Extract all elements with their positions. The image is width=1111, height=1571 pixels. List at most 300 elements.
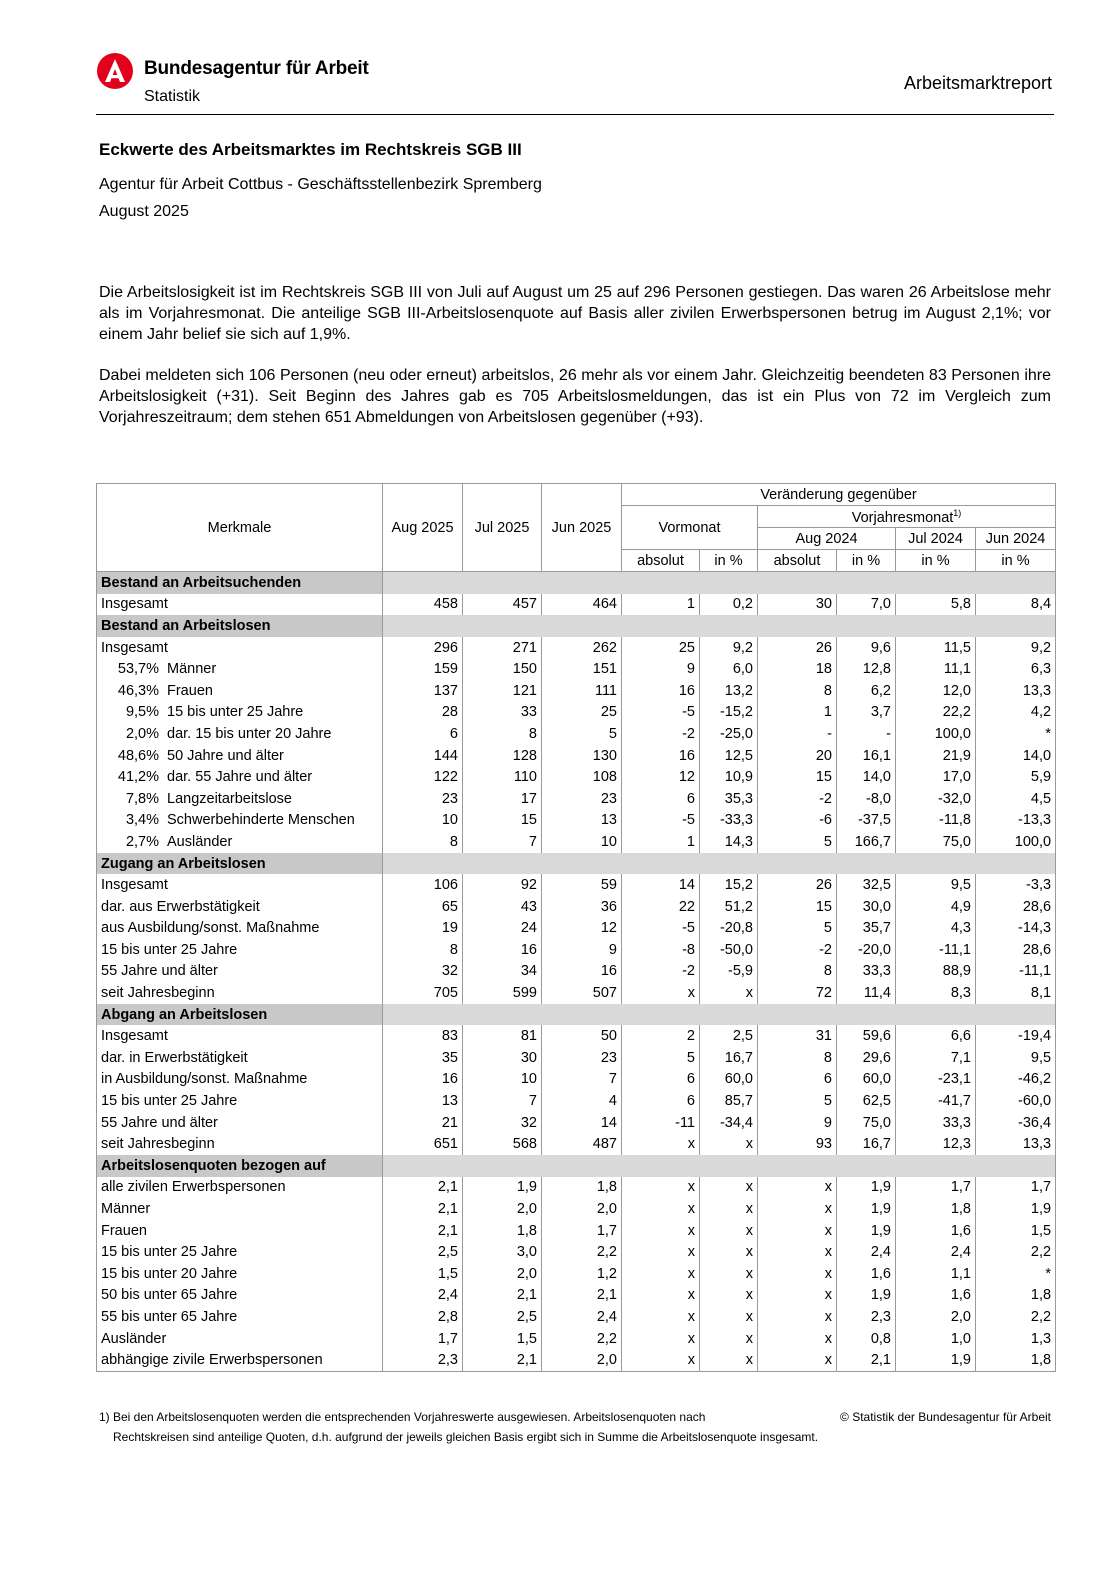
value-cell: 3,0 [463,1241,542,1263]
value-cell: 16 [542,961,622,983]
value-cell: 1,9 [837,1177,896,1199]
table-row [97,961,1056,983]
value-cell: -13,3 [976,810,1056,832]
row-label-cell [97,1047,383,1069]
value-cell: * [976,1263,1056,1285]
value-cell: 50 [542,1025,622,1047]
value-cell: 13 [383,1090,463,1112]
section-label: Zugang an Arbeitslosen [97,853,383,875]
value-cell: -6 [758,810,837,832]
value-cell: 22 [622,896,700,918]
table-row [97,680,1056,702]
value-cell: 9,2 [700,637,758,659]
col-header-veraenderung: Veränderung gegenüber [622,484,1056,506]
value-cell: -33,3 [700,810,758,832]
table-body [97,572,1056,1372]
value-cell: 24 [463,918,542,940]
value-cell: 20 [758,745,837,767]
value-cell: 13,3 [976,680,1056,702]
row-label: seit Jahresbeginn [101,1136,215,1153]
value-cell: -11,1 [896,939,976,961]
row-label-cell [97,810,383,832]
value-cell: 1,3 [976,1328,1056,1350]
value-cell: 2,3 [383,1349,463,1371]
value-cell: -32,0 [896,788,976,810]
row-label-cell [97,766,383,788]
col-header-vormonat-absolut: absolut [622,550,700,572]
value-cell: 6 [758,1069,837,1091]
value-cell: 4,3 [896,918,976,940]
value-cell: 75,0 [837,1112,896,1134]
value-cell: 1,9 [837,1220,896,1242]
value-cell: 32 [383,961,463,983]
value-cell: 17,0 [896,766,976,788]
value-cell: 93 [758,1133,837,1155]
section-row [97,615,1056,637]
row-label: 15 bis unter 20 Jahre [101,1265,238,1282]
value-cell: -11 [622,1112,700,1134]
value-cell: 5 [542,723,622,745]
col-header-merkmale: Merkmale [97,484,383,572]
value-cell: 32,5 [837,874,896,896]
value-cell: 4 [542,1090,622,1112]
value-cell: 10,9 [700,766,758,788]
table-row [97,1263,1056,1285]
value-cell: 88,9 [896,961,976,983]
value-cell: -25,0 [700,723,758,745]
section-label: Arbeitslosenquoten bezogen auf [97,1155,383,1177]
value-cell: x [700,1133,758,1155]
value-cell: 1,1 [896,1263,976,1285]
row-label: Insgesamt [101,1028,168,1045]
value-cell: 2,1 [383,1220,463,1242]
value-cell: 4,5 [976,788,1056,810]
section-row [97,853,1056,875]
value-cell: 15,2 [700,874,758,896]
row-label: 15 bis unter 25 Jahre [101,941,238,958]
row-label: Ausländer [167,833,233,850]
value-cell: x [700,1263,758,1285]
value-cell: 6 [622,1069,700,1091]
value-cell: 7 [463,831,542,853]
value-cell: 8 [463,723,542,745]
row-label-cell [97,918,383,940]
labor-market-table [96,483,1056,1372]
row-label: 15 bis unter 25 Jahre [167,704,304,721]
value-cell: 1,9 [976,1198,1056,1220]
value-cell: 29,6 [837,1047,896,1069]
row-label: Frauen [101,1222,147,1239]
value-cell: 16,7 [700,1047,758,1069]
row-label-cell [97,702,383,724]
section-row [97,1004,1056,1026]
col-header-jun2025: Jun 2025 [542,484,622,572]
value-cell: 2,0 [896,1306,976,1328]
table-row [97,594,1056,616]
row-label: Schwerbehinderte Menschen [167,812,355,829]
value-cell: 9,5 [896,874,976,896]
value-cell: x [758,1328,837,1350]
value-cell: 35,3 [700,788,758,810]
value-cell: 151 [542,658,622,680]
value-cell: 8,3 [896,982,976,1004]
value-cell: x [700,1285,758,1307]
value-cell: 2,0 [463,1263,542,1285]
value-cell: 6 [383,723,463,745]
row-label: Frauen [167,682,213,699]
value-cell: x [622,1220,700,1242]
table-row [97,1306,1056,1328]
value-cell: 2,4 [896,1241,976,1263]
value-cell: 1,9 [837,1285,896,1307]
value-cell: 8 [758,680,837,702]
value-cell: 13 [542,810,622,832]
value-cell: 108 [542,766,622,788]
value-cell: 4,9 [896,896,976,918]
value-cell: 30 [463,1047,542,1069]
value-cell: 35,7 [837,918,896,940]
row-label-cell [97,1090,383,1112]
value-cell: 17 [463,788,542,810]
table-row [97,1047,1056,1069]
row-share: 41,2% [117,769,159,786]
value-cell: 271 [463,637,542,659]
value-cell: 1 [622,831,700,853]
value-cell: x [622,1198,700,1220]
value-cell: 23 [542,788,622,810]
col-header-aug2024: Aug 2024 [758,528,896,550]
value-cell: 92 [463,874,542,896]
row-label-cell [97,1285,383,1307]
value-cell: 5 [758,1090,837,1112]
value-cell: 2,0 [542,1349,622,1371]
section-fill [383,572,1056,594]
value-cell: 2,2 [976,1241,1056,1263]
value-cell: 18 [758,658,837,680]
value-cell: 14,0 [837,766,896,788]
value-cell: x [700,1177,758,1199]
value-cell: 106 [383,874,463,896]
col-header-vorjahresmonat [758,506,1056,528]
row-label-cell [97,961,383,983]
value-cell: 1,7 [896,1177,976,1199]
table-row [97,1220,1056,1242]
value-cell: 9,6 [837,637,896,659]
value-cell: 83 [383,1025,463,1047]
value-cell: 2,1 [542,1285,622,1307]
row-share: 48,6% [117,747,159,764]
value-cell: 11,5 [896,637,976,659]
value-cell: x [758,1198,837,1220]
table-row [97,1328,1056,1350]
value-cell: 651 [383,1133,463,1155]
row-label: 55 Jahre und älter [101,963,218,980]
value-cell: 16 [383,1069,463,1091]
value-cell: 4,2 [976,702,1056,724]
value-cell: 1,7 [976,1177,1056,1199]
value-cell: -2 [758,939,837,961]
value-cell: -46,2 [976,1069,1056,1091]
row-share: 53,7% [117,661,159,678]
value-cell: 2,5 [463,1306,542,1328]
value-cell: x [622,1328,700,1350]
value-cell: 1 [622,594,700,616]
value-cell: 1,8 [976,1285,1056,1307]
value-cell: -8,0 [837,788,896,810]
value-cell: 9,2 [976,637,1056,659]
value-cell: 30 [758,594,837,616]
value-cell: 6,2 [837,680,896,702]
row-label-cell [97,896,383,918]
value-cell: 1,0 [896,1328,976,1350]
row-label-cell [97,1198,383,1220]
value-cell: 3,7 [837,702,896,724]
row-label: alle zivilen Erwerbspersonen [101,1179,286,1196]
value-cell: 9,5 [976,1047,1056,1069]
table-row [97,745,1056,767]
value-cell: 12,3 [896,1133,976,1155]
value-cell: 705 [383,982,463,1004]
value-cell: 14,3 [700,831,758,853]
value-cell: -20,0 [837,939,896,961]
value-cell: 487 [542,1133,622,1155]
value-cell: 36 [542,896,622,918]
value-cell: 2,0 [542,1198,622,1220]
row-label: Insgesamt [101,639,168,656]
value-cell: 7 [463,1090,542,1112]
value-cell: * [976,723,1056,745]
table-row [97,831,1056,853]
value-cell: 6,6 [896,1025,976,1047]
table-header [97,484,1056,572]
row-label: 55 bis unter 65 Jahre [101,1308,238,1325]
value-cell: 13,3 [976,1133,1056,1155]
value-cell: 568 [463,1133,542,1155]
value-cell: 51,2 [700,896,758,918]
value-cell: -2 [622,723,700,745]
value-cell: 59,6 [837,1025,896,1047]
value-cell: 6 [622,1090,700,1112]
row-label-cell [97,658,383,680]
row-label-cell [97,1220,383,1242]
table-row [97,1025,1056,1047]
row-label-cell [97,1263,383,1285]
summary-paragraph-2: Dabei meldeten sich 106 Personen (neu oder erneut) arbeitslos, 26 mehr als vor einem Jahr. Gleichzeitig beendeten 83 Personen ihre Arbeitslosigkeit (+31). Seit Beginn des Jahres gab es 705 Arbeitslosmeldungen, das ist ein Plus von 72 im Vergleich zum Vorjahreszeitraum; dem stehen 651 Abmeldungen von Arbeitslosen gegenüber (+93). [99,367,1051,426]
value-cell: x [700,982,758,1004]
value-cell: x [622,1133,700,1155]
row-label: Insgesamt [101,877,168,894]
value-cell: -37,5 [837,810,896,832]
value-cell: x [700,1241,758,1263]
value-cell: x [622,1306,700,1328]
value-cell: 10 [383,810,463,832]
row-share: 3,4% [125,812,159,829]
table-row [97,637,1056,659]
value-cell: x [758,1349,837,1371]
page-header [96,48,1054,115]
value-cell: 100,0 [976,831,1056,853]
footnote-marker: 1) [953,507,962,518]
brand-name: Bundesagentur für Arbeit [144,58,369,79]
value-cell: -23,1 [896,1069,976,1091]
value-cell: 144 [383,745,463,767]
value-cell: 2 [622,1025,700,1047]
value-cell: 65 [383,896,463,918]
value-cell: 166,7 [837,831,896,853]
table-row [97,1177,1056,1199]
value-cell: x [758,1263,837,1285]
value-cell: 5,8 [896,594,976,616]
page-title: Eckwerte des Arbeitsmarktes im Rechtskreis SGB III [99,140,522,159]
value-cell: 122 [383,766,463,788]
region-subtitle: Agentur für Arbeit Cottbus - Geschäftsstellenbezirk Spremberg [99,176,542,193]
row-label-cell [97,1069,383,1091]
row-label: dar. 15 bis unter 20 Jahre [167,725,332,742]
value-cell: 22,2 [896,702,976,724]
value-cell: 6,3 [976,658,1056,680]
value-cell: 1,9 [463,1177,542,1199]
row-label: Langzeitarbeitslose [167,790,292,807]
value-cell: 464 [542,594,622,616]
value-cell: 296 [383,637,463,659]
value-cell: 2,1 [383,1177,463,1199]
row-label-cell [97,680,383,702]
value-cell: 8,4 [976,594,1056,616]
row-label: in Ausbildung/sonst. Maßnahme [101,1071,308,1088]
value-cell: 25 [622,637,700,659]
value-cell: 8 [758,1047,837,1069]
row-label: 15 bis unter 25 Jahre [101,1244,238,1261]
value-cell: x [700,1220,758,1242]
section-fill [383,1004,1056,1026]
value-cell: x [622,1241,700,1263]
row-label-cell [97,831,383,853]
section-label: Bestand an Arbeitslosen [97,615,383,637]
row-label: Insgesamt [101,596,168,613]
table-row [97,766,1056,788]
value-cell: 62,5 [837,1090,896,1112]
value-cell: 2,0 [463,1198,542,1220]
value-cell: x [758,1220,837,1242]
value-cell: 9 [622,658,700,680]
col-header-jul2024-pct: in % [896,550,976,572]
value-cell: 458 [383,594,463,616]
row-label-cell [97,723,383,745]
value-cell: x [622,982,700,1004]
value-cell: -5 [622,702,700,724]
row-label: Männer [101,1201,151,1218]
value-cell: 8 [383,939,463,961]
value-cell: 32 [463,1112,542,1134]
value-cell: 6 [622,788,700,810]
section-row [97,572,1056,594]
value-cell: -5 [622,810,700,832]
value-cell: 128 [463,745,542,767]
row-label: abhängige zivile Erwerbspersonen [101,1352,323,1369]
table-row [97,1241,1056,1263]
col-header-vorjahr-absolut: absolut [758,550,837,572]
value-cell: 16 [622,745,700,767]
value-cell: 16,7 [837,1133,896,1155]
row-label-cell [97,939,383,961]
value-cell: 21 [383,1112,463,1134]
value-cell: 26 [758,874,837,896]
table-row [97,658,1056,680]
value-cell: 75,0 [896,831,976,853]
value-cell: x [758,1306,837,1328]
value-cell: x [622,1263,700,1285]
report-period: August 2025 [99,203,189,220]
value-cell: 33,3 [837,961,896,983]
row-label: Ausländer [101,1330,167,1347]
table-row [97,1069,1056,1091]
value-cell: x [622,1285,700,1307]
value-cell: 0,8 [837,1328,896,1350]
value-cell: 1,5 [383,1263,463,1285]
value-cell: -8 [622,939,700,961]
value-cell: -60,0 [976,1090,1056,1112]
value-cell: 28,6 [976,896,1056,918]
row-share: 7,8% [125,790,159,807]
value-cell: 2,4 [542,1306,622,1328]
value-cell: 1,9 [837,1198,896,1220]
row-share: 2,7% [125,833,159,850]
value-cell: x [622,1177,700,1199]
table-row [97,982,1056,1004]
value-cell: 110 [463,766,542,788]
value-cell: 5 [622,1047,700,1069]
value-cell: 72 [758,982,837,1004]
value-cell: -15,2 [700,702,758,724]
value-cell: x [700,1349,758,1371]
table-row [97,810,1056,832]
value-cell: 0,2 [700,594,758,616]
value-cell: 2,1 [383,1198,463,1220]
copyright-note: © Statistik der Bundesagentur für Arbeit [840,1410,1051,1424]
value-cell: 100,0 [896,723,976,745]
value-cell: - [837,723,896,745]
value-cell: 7,0 [837,594,896,616]
section-fill [383,615,1056,637]
table-row [97,918,1056,940]
row-label: dar. in Erwerbstätigkeit [101,1049,248,1066]
value-cell: 457 [463,594,542,616]
value-cell: - [758,723,837,745]
value-cell: 43 [463,896,542,918]
value-cell: 15 [758,896,837,918]
value-cell: 11,1 [896,658,976,680]
col-header-vorjahr-pct: in % [837,550,896,572]
col-header-jun2024-pct: in % [976,550,1056,572]
value-cell: 2,5 [700,1025,758,1047]
value-cell: 1,8 [463,1220,542,1242]
value-cell: 59 [542,874,622,896]
value-cell: 2,2 [542,1241,622,1263]
section-label: Abgang an Arbeitslosen [97,1004,383,1026]
value-cell: -50,0 [700,939,758,961]
value-cell: 21,9 [896,745,976,767]
value-cell: 1,7 [383,1328,463,1350]
value-cell: 1,6 [896,1220,976,1242]
value-cell: 2,4 [837,1241,896,1263]
row-share: 2,0% [125,725,159,742]
row-label: 50 Jahre und älter [167,747,284,764]
value-cell: 2,3 [837,1306,896,1328]
value-cell: 10 [463,1069,542,1091]
value-cell: x [700,1328,758,1350]
value-cell: 14 [542,1112,622,1134]
value-cell: 35 [383,1047,463,1069]
